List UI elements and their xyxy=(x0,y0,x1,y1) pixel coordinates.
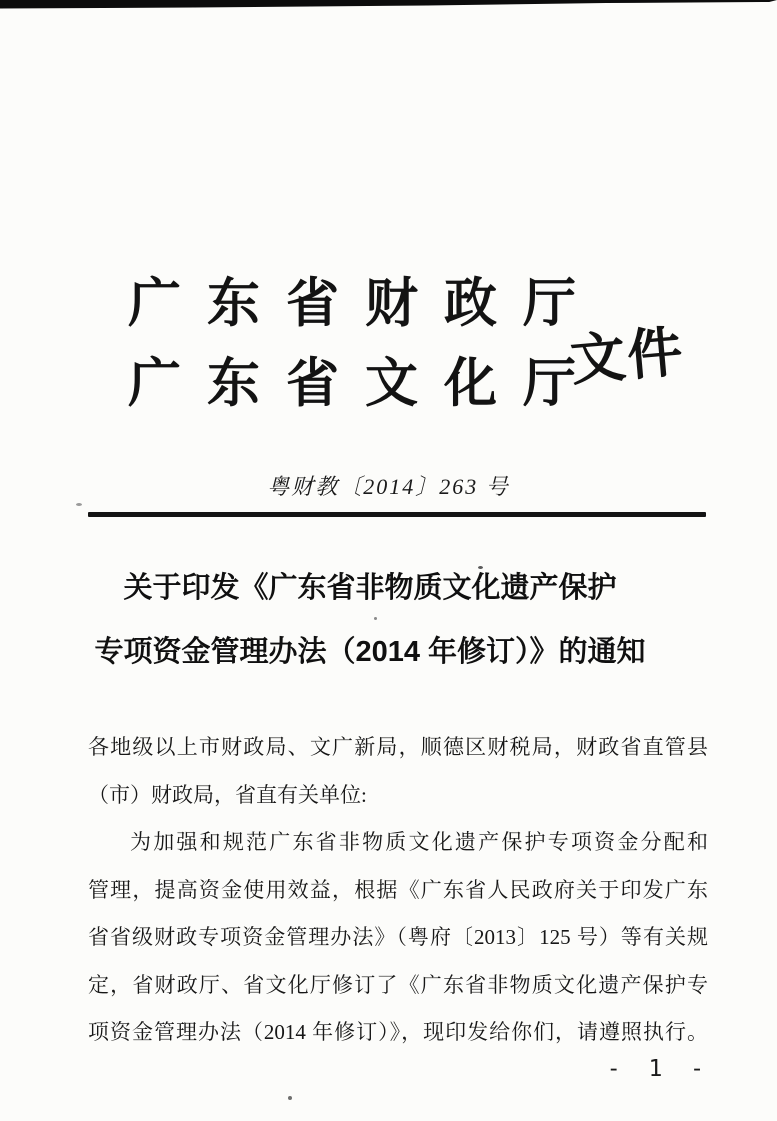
document-title-line-2: 专项资金管理办法（2014 年修订）》的通知 xyxy=(94,636,646,668)
page-number: - 1 - xyxy=(606,1056,711,1082)
scan-speck xyxy=(288,1096,292,1100)
salutation-line-2: （市）财政局，省直有关单位: xyxy=(88,782,367,807)
doc-type-label: 文件 xyxy=(567,321,687,392)
salutation-line-1: 各地级以上市财政局、文广新局，顺德区财税局，财政省直管县 xyxy=(88,735,708,759)
scan-speck xyxy=(374,617,377,620)
scan-speck xyxy=(76,503,82,506)
body-paragraph-line-4: 定，省财政厅、省文化厅修订了《广东省非物质文化遗产保护专 xyxy=(88,972,708,997)
issuing-org-culture: 广东省文化厅 xyxy=(128,355,602,413)
document-title xyxy=(20,556,720,684)
body-paragraph-line-1: 为加强和规范广东省非物质文化遗产保护专项资金分配和 xyxy=(130,830,708,854)
letterhead xyxy=(128,264,602,424)
document-body xyxy=(88,724,708,1057)
document-title-line-1: 关于印发《广东省非物质文化遗产保护 xyxy=(123,572,617,604)
issuing-org-finance: 广东省财政厅 xyxy=(128,275,602,333)
scan-artifact-top-band xyxy=(0,0,777,10)
document-reference-number: 粤财教〔2014〕263 号 xyxy=(267,474,510,499)
scan-speck xyxy=(478,566,483,569)
body-paragraph-line-2: 管理，提高资金使用效益，根据《广东省人民政府关于印发广东 xyxy=(88,877,708,902)
body-paragraph-line-5: 项资金管理办法（2014 年修订）》，现印发给你们，请遵照执行。 xyxy=(88,1020,708,1044)
letterhead-divider xyxy=(88,512,706,517)
body-paragraph-line-3: 省省级财政专项资金管理办法》（粤府〔2013〕125 号）等有关规 xyxy=(88,925,708,949)
